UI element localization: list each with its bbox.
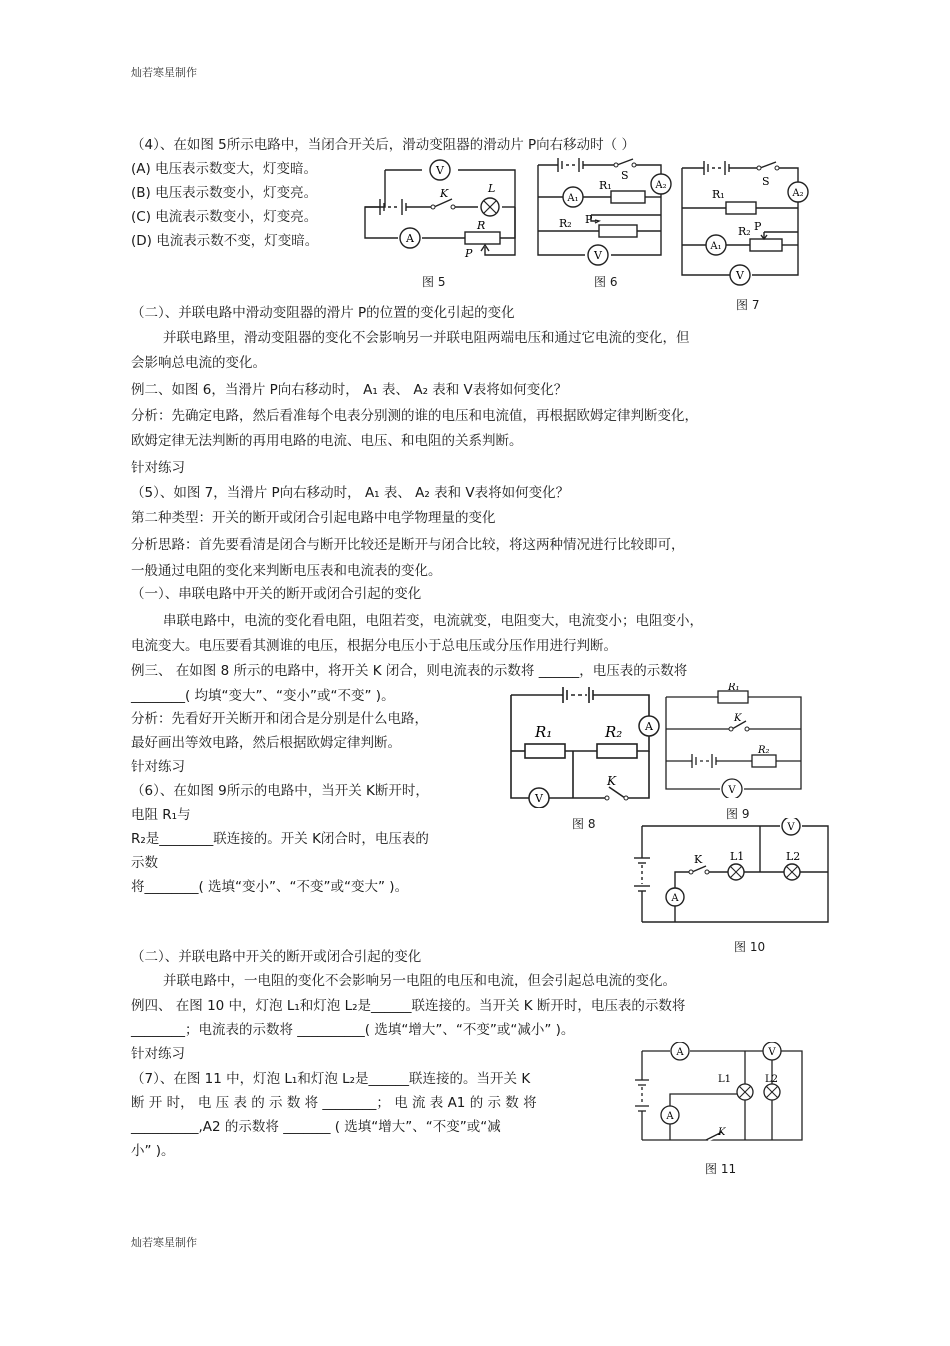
svg-text:R₁: R₁ [728, 683, 740, 693]
example-2-analysis-1: 分析：先确定电路，然后看准每个电表分别测的谁的电压和电流值，再根据欧姆定律判断变化， [131, 408, 698, 424]
figure-11-circuit [630, 1042, 810, 1147]
svg-text:V: V [436, 164, 444, 177]
q4-option-d: (D) 电流表示数不变，灯变暗。 [131, 233, 319, 249]
practice-heading-3: 针对练习 [131, 1046, 185, 1062]
q6-line-5: 将________( 选填“变小”、“不变”或“变大” )。 [131, 879, 409, 895]
svg-text:R₁: R₁ [535, 723, 553, 741]
svg-text:K: K [440, 187, 449, 200]
svg-text:A: A [666, 1111, 674, 1122]
section-parallel-switch-p1: 并联电路中，一电阻的变化不会影响另一电阻的电压和电流，但会引起总电流的变化。 [163, 973, 676, 989]
example-4-line-1: 例四、 在图 10 中，灯泡 L₁和灯泡 L₂是______联连接的。当开关 K 断开时，电压表的示数将 [131, 998, 686, 1014]
q4-option-b: (B) 电压表示数变小，灯变亮。 [131, 185, 318, 201]
section-parallel-switch-title: （二）、并联电路中开关的断开或闭合引起的变化 [131, 949, 422, 965]
section-parallel-slider-p1: 并联电路里，滑动变阻器的变化不会影响另一并联电阻两端电压和通过它电流的变化，但 [163, 330, 690, 346]
svg-text:A₂: A₂ [655, 180, 667, 191]
svg-text:A: A [671, 893, 679, 904]
q6-line-2: 电阻 R₁与 [131, 807, 191, 823]
example-3-line-2: ________( 均填“变大”、“变小”或“不变” )。 [131, 688, 395, 704]
svg-text:K: K [694, 853, 703, 866]
svg-text:L1: L1 [730, 850, 745, 863]
example-2: 例二、如图 6，当滑片 P向右移动时， A₁ 表、 A₂ 表和 V表将如何变化？ [131, 382, 568, 398]
type-2-title: 第二种类型：开关的断开或闭合引起电路中电学物理量的变化 [131, 510, 496, 526]
example-3-line-1: 例三、 在如图 8 所示的电路中，将开关 K 闭合，则电流表的示数将 ______，电压表的示数将 [131, 663, 688, 679]
practice-heading-1: 针对练习 [131, 460, 185, 476]
example-4-line-2: ________；电流表的示数将 __________( 选填“增大”、“不变”或“减小” )。 [131, 1022, 575, 1038]
figure-9-caption: 图 9 [726, 807, 750, 821]
section-series-switch-p2: 电流变大。电压要看其测谁的电压，根据分电压小于总电压或分压作用进行判断。 [131, 638, 617, 654]
section-parallel-slider-title: （二）、并联电路中滑动变阻器的滑片 P的位置的变化引起的变化 [131, 305, 515, 321]
figure-6-caption: 图 6 [594, 275, 618, 289]
svg-text:A: A [645, 720, 653, 733]
figure-11-caption: 图 11 [705, 1162, 737, 1176]
svg-text:R₁: R₁ [712, 188, 725, 201]
svg-text:A: A [406, 232, 414, 245]
q4-option-a: (A) 电压表示数变大，灯变暗。 [131, 161, 318, 177]
svg-text:L1: L1 [718, 1074, 732, 1085]
q7-line-4: 小” )。 [131, 1143, 175, 1159]
svg-text:K: K [734, 713, 742, 724]
q6-line-3: R₂是________联连接的。开关 K闭合时，电压表的 [131, 831, 429, 847]
figure-8-caption: 图 8 [572, 817, 596, 831]
q4-stem: （4）、在如图 5所示电路中，当闭合开关后，滑动变阻器的滑动片 P向右移动时（ ） [131, 137, 635, 153]
svg-text:P: P [585, 213, 593, 226]
svg-text:L2: L2 [765, 1074, 779, 1085]
svg-text:S: S [621, 169, 629, 182]
figure-7-circuit [680, 160, 815, 290]
page-footer: 灿若寒星制作 [131, 1236, 197, 1249]
figure-6-circuit [533, 155, 678, 270]
svg-text:R₁: R₁ [599, 179, 612, 192]
section-parallel-slider-p2: 会影响总电流的变化。 [131, 355, 266, 371]
svg-text:L: L [488, 182, 496, 195]
example-3-analysis-1: 分析：先看好开关断开和闭合是分别是什么电路， [131, 711, 428, 727]
svg-text:R₂: R₂ [559, 217, 572, 230]
svg-text:V: V [535, 792, 543, 805]
q5: （5）、如图 7，当滑片 P向右移动时， A₁ 表、 A₂ 表和 V表将如何变化？ [131, 485, 570, 501]
svg-text:S: S [762, 175, 770, 188]
svg-text:A: A [676, 1047, 684, 1058]
example-3-analysis-2: 最好画出等效电路，然后根据欧姆定律判断。 [131, 735, 401, 751]
q6-line-1: （6）、在如图 9所示的电路中，当开关 K断开时， [131, 783, 429, 799]
section-series-switch-p1: 串联电路中，电流的变化看电阻，电阻若变，电流就变，电阻变大，电流变小；电阻变小， [163, 613, 703, 629]
q7-line-1: （7）、在图 11 中，灯泡 L₁和灯泡 L₂是______联连接的。当开关 K [131, 1071, 531, 1087]
svg-text:V: V [787, 822, 795, 833]
svg-text:R₂: R₂ [758, 745, 770, 756]
svg-text:P: P [465, 247, 473, 260]
figure-5-circuit [360, 155, 522, 265]
figure-10-circuit [630, 818, 835, 928]
svg-text:V: V [768, 1047, 776, 1058]
section-series-switch-title: （一）、串联电路中开关的断开或闭合引起的变化 [131, 586, 422, 602]
svg-text:V: V [736, 269, 744, 282]
svg-text:R₂: R₂ [738, 225, 751, 238]
example-2-analysis-2: 欧姆定律无法判断的再用电路的电流、电压、和电阻的关系判断。 [131, 433, 523, 449]
q7-line-3: __________,A2 的示数将 _______ ( 选填“增大”、“不变”或“减 [131, 1119, 501, 1135]
q4-option-c: (C) 电流表示数变小，灯变亮。 [131, 209, 318, 225]
svg-text:A₁: A₁ [567, 193, 579, 204]
q6-line-4: 示数 [131, 855, 158, 871]
type-2-analysis-1: 分析思路：首先要看清是闭合与断开比较还是断开与闭合比较，将这两种情况进行比较即可， [131, 537, 685, 553]
svg-text:L2: L2 [786, 850, 801, 863]
practice-heading-2: 针对练习 [131, 759, 185, 775]
figure-7-caption: 图 7 [736, 298, 760, 312]
svg-text:K: K [607, 774, 616, 788]
svg-text:V: V [594, 249, 602, 262]
figure-8-circuit [503, 683, 661, 808]
svg-text:R₂: R₂ [605, 723, 623, 741]
page-header: 灿若寒星制作 [131, 66, 197, 79]
svg-text:P: P [754, 220, 762, 233]
svg-text:A₁: A₁ [710, 241, 722, 252]
svg-text:A₂: A₂ [792, 188, 804, 199]
svg-text:K: K [718, 1127, 726, 1138]
figure-9-circuit [664, 683, 809, 798]
svg-text:R: R [477, 219, 486, 232]
figure-5-caption: 图 5 [422, 275, 446, 289]
figure-10-caption: 图 10 [734, 940, 766, 954]
type-2-analysis-2: 一般通过电阻的变化来判断电压表和电流表的变化。 [131, 563, 442, 579]
q7-line-2: 断 开 时， 电 压 表 的 示 数 将 ________； 电 流 表 A1 的 示 数 将 [131, 1095, 537, 1111]
svg-text:V: V [728, 785, 736, 796]
